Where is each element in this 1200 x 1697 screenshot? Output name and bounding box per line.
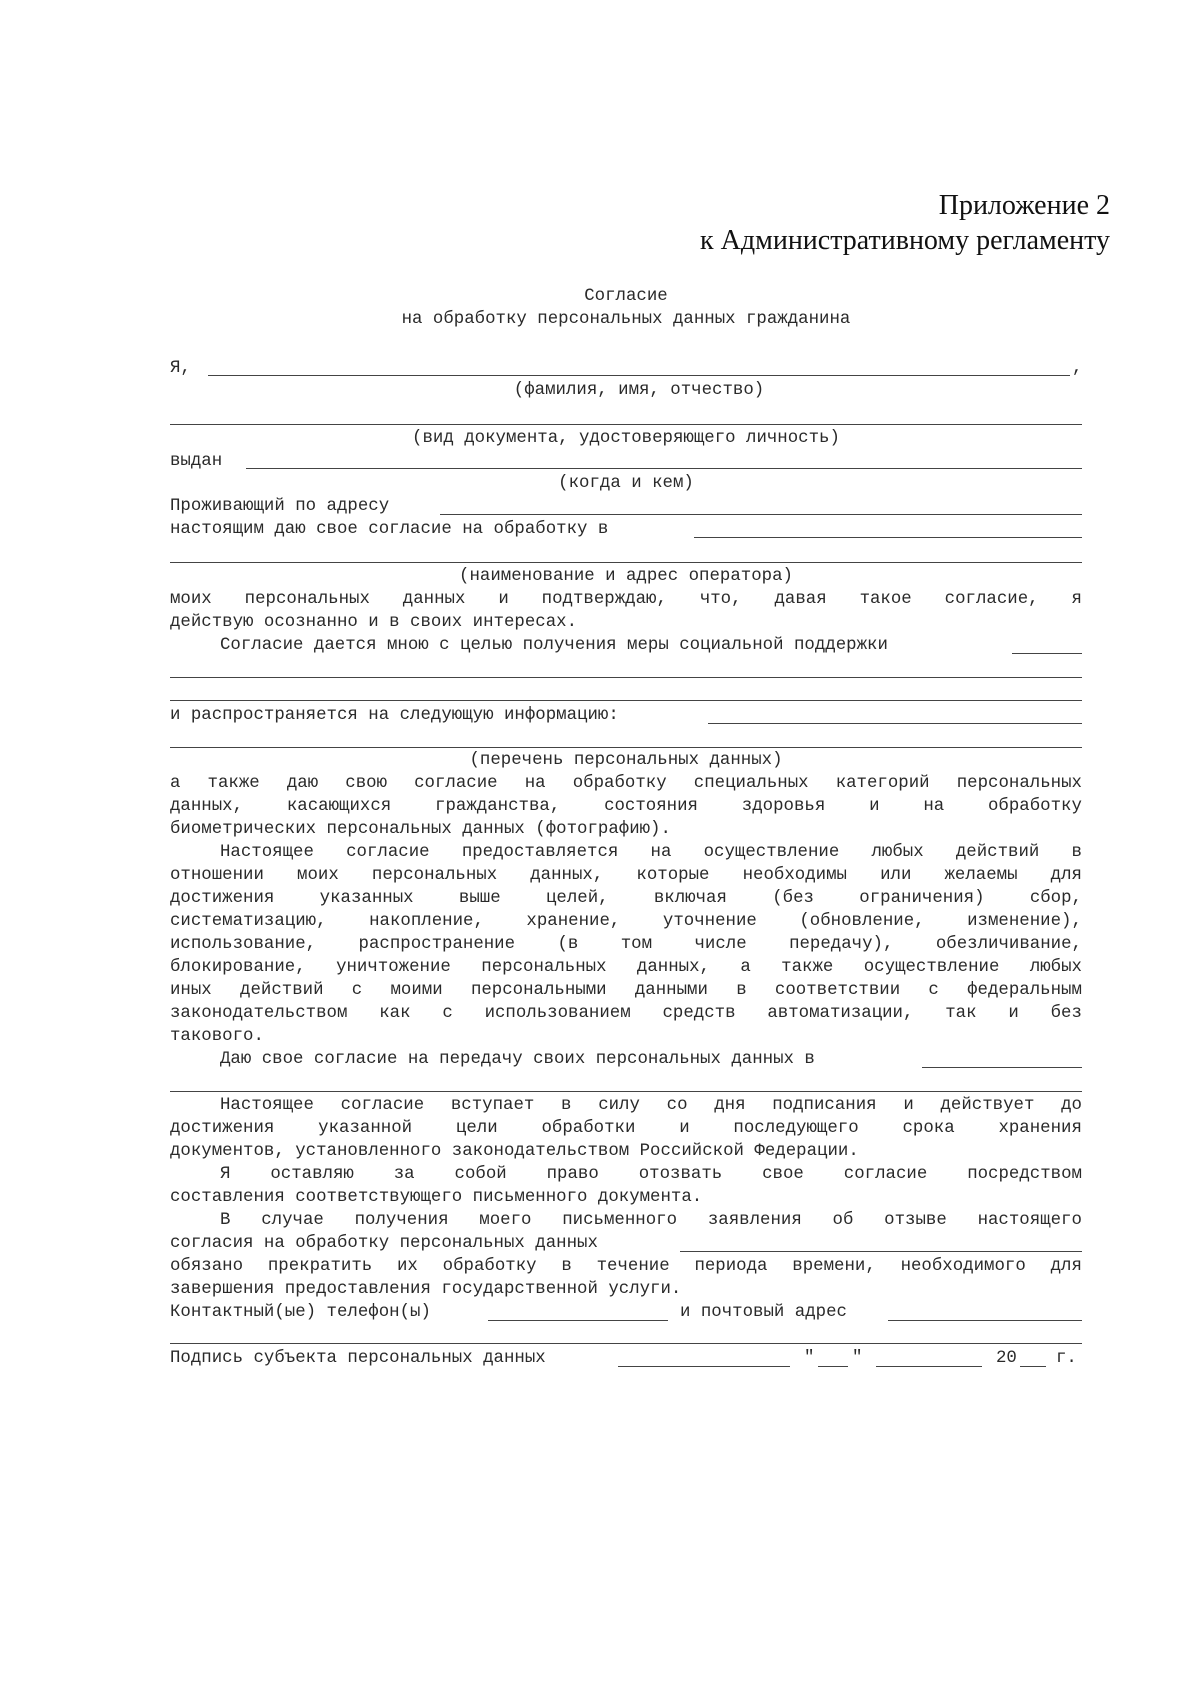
signature-field[interactable] (618, 1366, 790, 1367)
p3-line7: иных действий с моими персональными данными в соответствии с федеральным (170, 981, 1082, 1000)
postal-address-field[interactable] (888, 1320, 1082, 1321)
operator-name-field[interactable] (680, 1251, 1082, 1252)
p2-line1: а также даю свою согласие на обработку специальных категорий персональных (170, 774, 1082, 793)
p3-line5: использование, распространение (в том числе передачу), обезличивание, (170, 935, 1082, 954)
operator-field-2[interactable] (170, 562, 1082, 563)
purpose-field-3[interactable] (170, 700, 1082, 701)
info-field-1[interactable] (708, 723, 1082, 724)
address-label: Проживающий по адресу (170, 497, 390, 516)
p6-line1: В случае получения моего письменного заявления об отзыве настоящего (220, 1211, 1082, 1230)
comma: , (1072, 359, 1083, 378)
p2-line2: данных, касающихся гражданства, состояния здоровья и на обработку (170, 797, 1082, 816)
p6-line2: согласия на обработку персональных данных (170, 1234, 598, 1253)
postal-label: и почтовый адрес (680, 1303, 847, 1322)
address-field[interactable] (440, 514, 1082, 515)
p3-line2: отношении моих персональных данных, которые необходимы или желаемы для (170, 866, 1082, 885)
phone-label: Контактный(ые) телефон(ы) (170, 1303, 431, 1322)
identity-document-caption: (вид документа, удостоверяющего личность) (412, 429, 840, 448)
operator-field-1[interactable] (694, 537, 1082, 538)
issued-field[interactable] (246, 468, 1082, 469)
transfer-label: Даю свое согласие на передачу своих персональных данных в (220, 1050, 815, 1069)
p5-line2: составления соответствующего письменного документа. (170, 1188, 703, 1207)
p4-line3: документов, установленного законодательством Российской Федерации. (170, 1142, 859, 1161)
i-label: Я, (170, 359, 191, 378)
day-field[interactable] (818, 1366, 848, 1367)
purpose-field-2[interactable] (170, 677, 1082, 678)
identity-document-field[interactable] (170, 424, 1082, 425)
purpose-label: Согласие дается мною с целью получения меры социальной поддержки (220, 636, 888, 655)
quote-open: " (804, 1349, 815, 1368)
year-suffix: г. (1056, 1349, 1077, 1368)
consent-to-label: настоящим даю свое согласие на обработку в (170, 520, 609, 539)
p5-line1: Я оставляю за собой право отозвать свое согласие посредством (220, 1165, 1082, 1184)
p3-line1: Настоящее согласие предоставляется на осуществление любых действий в (220, 843, 1082, 862)
p3-line3: достижения указанных выше целей, включая (без ограничения) сбор, (170, 889, 1082, 908)
info-caption: (перечень персональных данных) (469, 751, 783, 770)
issued-label: выдан (170, 452, 223, 471)
p3-line6: блокирование, уничтожение персональных данных, а также осуществление любых (170, 958, 1082, 977)
issued-caption: (когда и кем) (558, 474, 694, 493)
p2-line3: биометрических персональных данных (фотографию). (170, 820, 671, 839)
transfer-field-2[interactable] (170, 1091, 1082, 1092)
transfer-field-1[interactable] (922, 1067, 1082, 1068)
p3-line4: систематизацию, накопление, хранение, уточнение (обновление, изменение), (170, 912, 1082, 931)
month-field[interactable] (876, 1366, 982, 1367)
year-field[interactable] (1020, 1366, 1046, 1367)
p6-line4: завершения предоставления государственной услуги. (170, 1280, 682, 1299)
appendix-number: Приложение 2 (938, 190, 1110, 221)
document-subtitle: на обработку персональных данных гражданина (401, 310, 851, 329)
info-label: и распространяется на следующую информацию: (170, 706, 619, 725)
p6-line3: обязано прекратить их обработку в течение периода времени, необходимого для (170, 1257, 1082, 1276)
full-name-field[interactable] (208, 375, 1070, 376)
p1-line1: моих персональных данных и подтверждаю, что, давая такое согласие, я (170, 590, 1082, 609)
appendix-regulation: к Административному регламенту (700, 225, 1110, 256)
p4-line2: достижения указанной цели обработки и последующего срока хранения (170, 1119, 1082, 1138)
info-field-2[interactable] (170, 747, 1082, 748)
p3-line8: законодательством как с использованием средств автоматизации, так и без (170, 1004, 1082, 1023)
signature-label: Подпись субъекта персональных данных (170, 1349, 546, 1368)
document-title: Согласие (584, 287, 668, 306)
phone-field[interactable] (488, 1320, 668, 1321)
year-prefix: 20 (996, 1349, 1017, 1368)
purpose-field-1[interactable] (1012, 653, 1082, 654)
postal-address-field-2[interactable] (170, 1343, 1082, 1344)
p4-line1: Настоящее согласие вступает в силу со дня подписания и действует до (220, 1096, 1082, 1115)
full-name-caption: (фамилия, имя, отчество) (513, 381, 765, 400)
p1-line2: действую осознанно и в своих интересах. (170, 613, 578, 632)
operator-caption: (наименование и адрес оператора) (459, 567, 793, 586)
quote-close: " (852, 1349, 863, 1368)
p3-line9: такового. (170, 1027, 264, 1046)
